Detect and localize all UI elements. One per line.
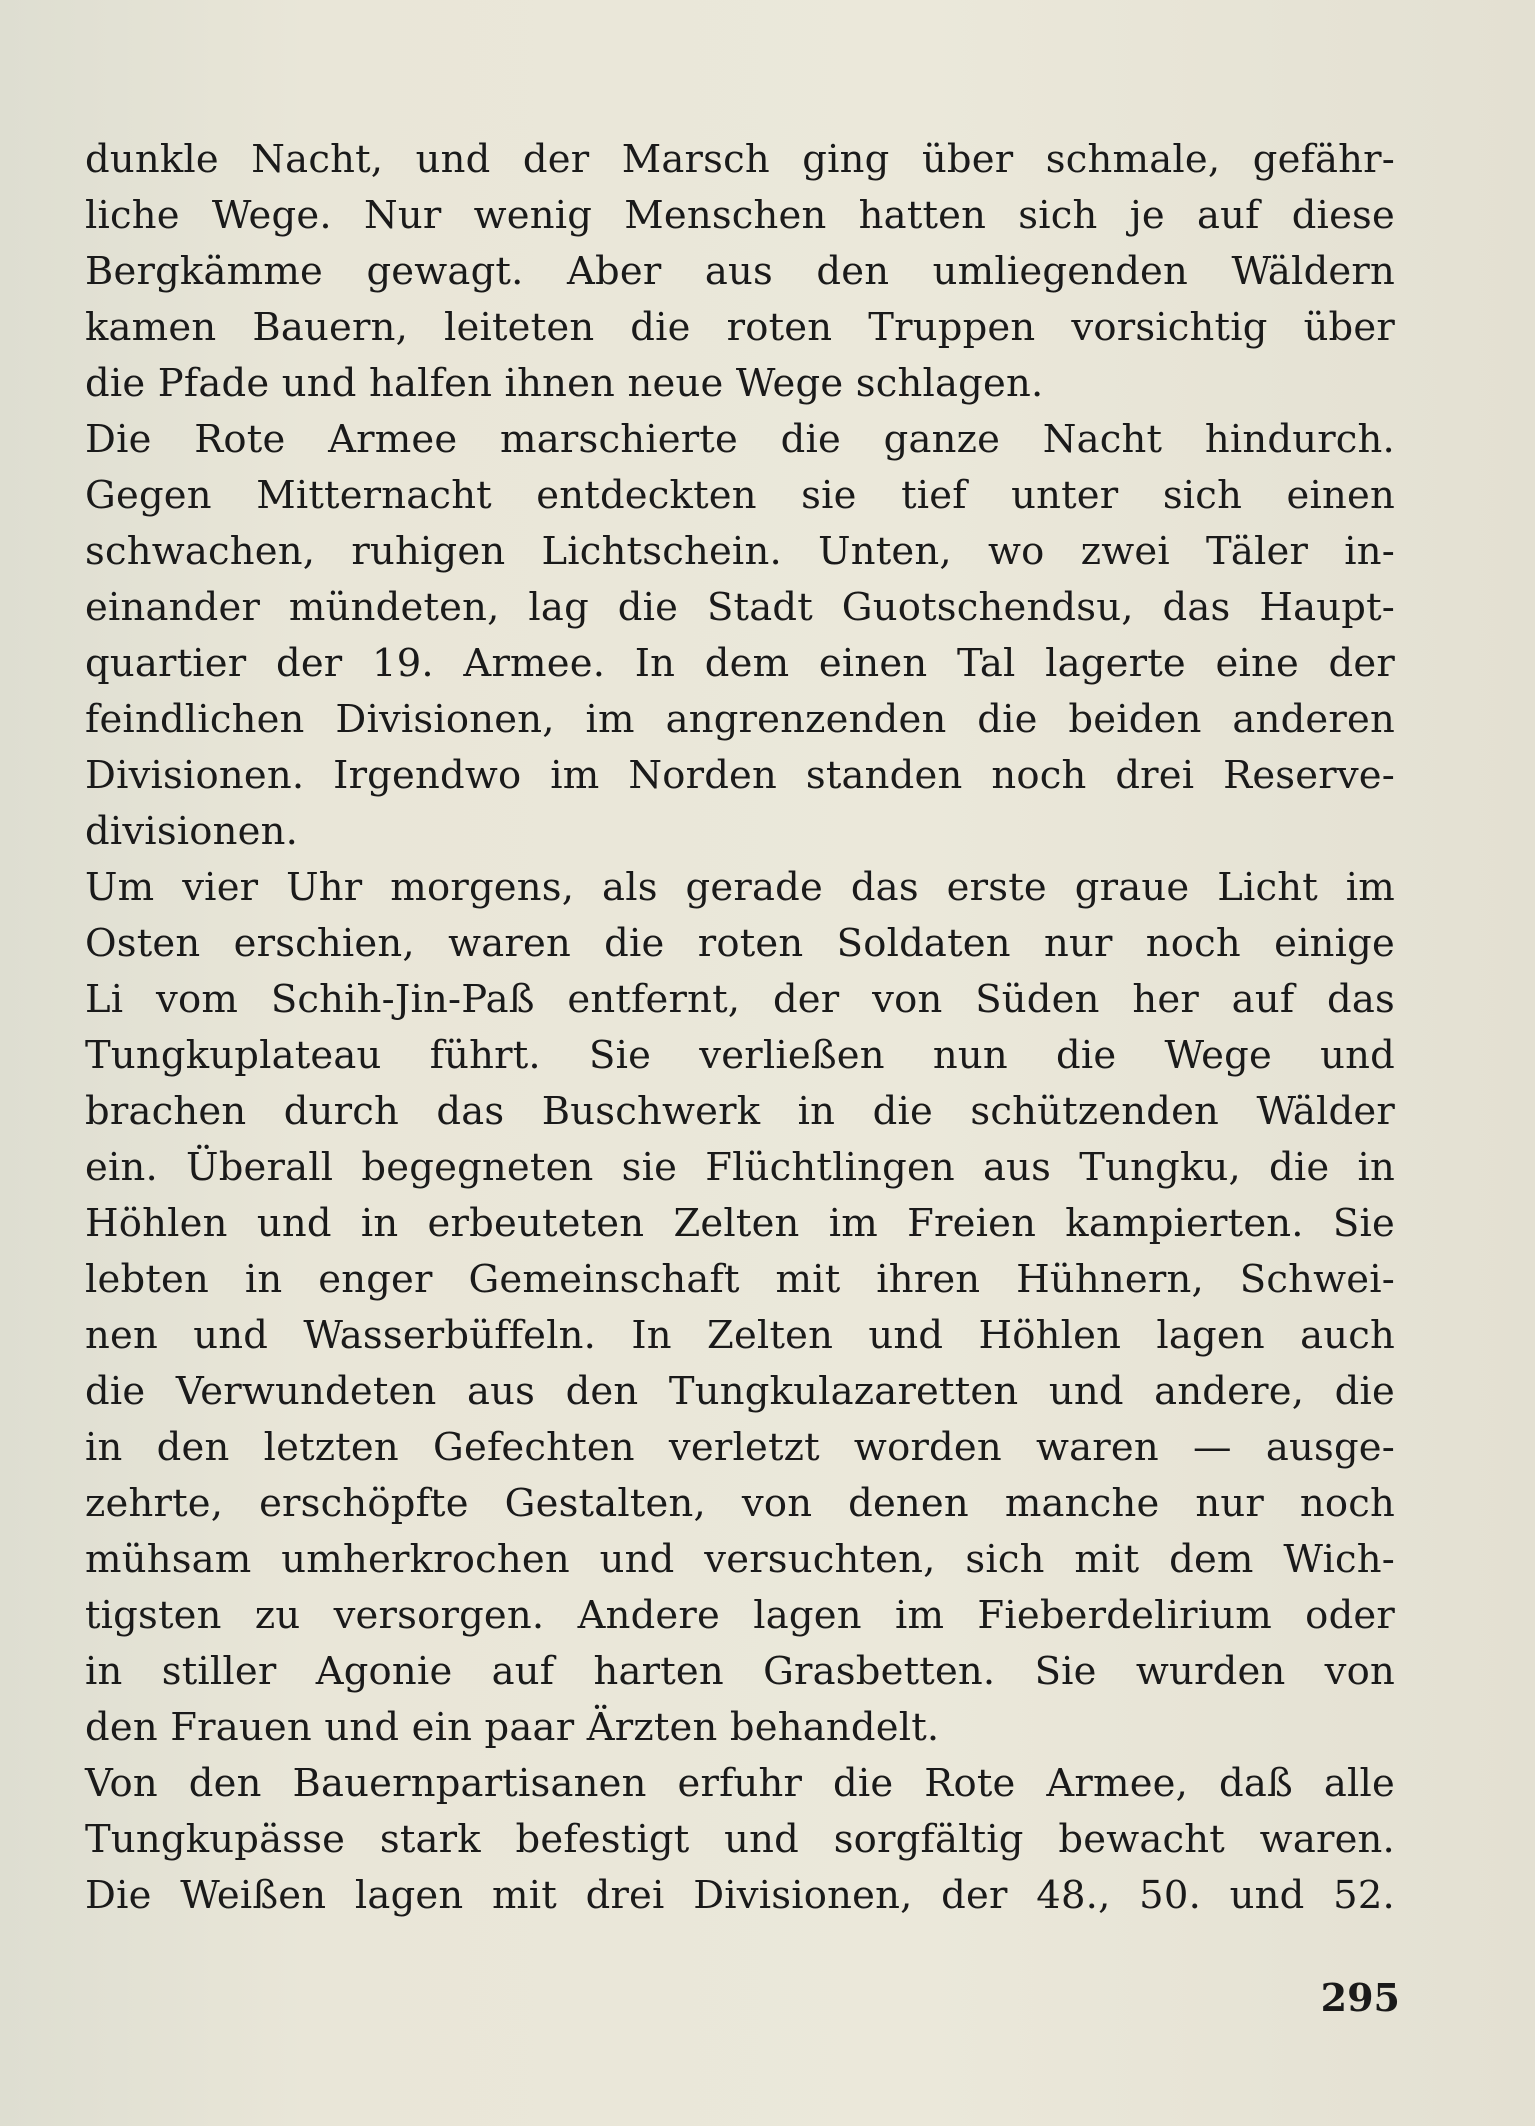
text-line: nen und Wasserbüffeln. In Zelten und Höhlen lagen auch bbox=[85, 1313, 1395, 1358]
text-line: Um vier Uhr morgens, als gerade das erste graue Licht im bbox=[85, 865, 1395, 910]
text-line: Die Weißen lagen mit drei Divisionen, der 48., 50. und 52. bbox=[85, 1873, 1395, 1918]
text-line: lebten in enger Gemeinschaft mit ihren Hühnern, Schwei- bbox=[85, 1257, 1395, 1302]
text-line: in stiller Agonie auf harten Grasbetten. Sie wurden von bbox=[85, 1649, 1395, 1694]
text-line: Höhlen und in erbeuteten Zelten im Freien kampierten. Sie bbox=[85, 1201, 1395, 1246]
text-line: Li vom Schih-Jin-Paß entfernt, der von Süden her auf das bbox=[85, 977, 1395, 1022]
paragraph bbox=[85, 860, 1395, 1756]
body-text bbox=[85, 132, 1395, 1924]
text-line: schwachen, ruhigen Lichtschein. Unten, wo zwei Täler in- bbox=[85, 529, 1395, 574]
text-line: einander mündeten, lag die Stadt Guotschendsu, das Haupt- bbox=[85, 585, 1395, 630]
text-line: feindlichen Divisionen, im angrenzenden die beiden anderen bbox=[85, 697, 1395, 742]
text-line: die Verwundeten aus den Tungkulazaretten und andere, die bbox=[85, 1369, 1395, 1414]
text-line: die Pfade und halfen ihnen neue Wege schlagen. bbox=[85, 361, 1044, 406]
text-line: liche Wege. Nur wenig Menschen hatten sich je auf diese bbox=[85, 193, 1395, 238]
page-number: 295 bbox=[1320, 1975, 1400, 2020]
paragraph bbox=[85, 412, 1395, 860]
text-line: Gegen Mitternacht entdeckten sie tief unter sich einen bbox=[85, 473, 1395, 518]
text-line: Die Rote Armee marschierte die ganze Nacht hindurch. bbox=[85, 417, 1395, 462]
text-line: Tungkupässe stark befestigt und sorgfältig bewacht waren. bbox=[85, 1817, 1395, 1862]
text-line: Divisionen. Irgendwo im Norden standen noch drei Reserve- bbox=[85, 753, 1395, 798]
text-line: in den letzten Gefechten verletzt worden waren — ausge- bbox=[85, 1425, 1395, 1470]
text-line: divisionen. bbox=[85, 809, 299, 854]
text-line: dunkle Nacht, und der Marsch ging über schmale, gefähr- bbox=[85, 137, 1395, 182]
text-line: kamen Bauern, leiteten die roten Truppen vorsichtig über bbox=[85, 305, 1395, 350]
text-line: tigsten zu versorgen. Andere lagen im Fieberdelirium oder bbox=[85, 1593, 1395, 1638]
text-line: Von den Bauernpartisanen erfuhr die Rote Armee, daß alle bbox=[85, 1761, 1395, 1806]
text-line: brachen durch das Buschwerk in die schützenden Wälder bbox=[85, 1089, 1395, 1134]
text-line: Osten erschien, waren die roten Soldaten nur noch einige bbox=[85, 921, 1395, 966]
text-line: den Frauen und ein paar Ärzten behandelt. bbox=[85, 1705, 940, 1750]
text-line: quartier der 19. Armee. In dem einen Tal lagerte eine der bbox=[85, 641, 1395, 686]
paragraph bbox=[85, 132, 1395, 412]
paragraph bbox=[85, 1756, 1395, 1924]
text-line: zehrte, erschöpfte Gestalten, von denen manche nur noch bbox=[85, 1481, 1395, 1526]
text-line: ein. Überall begegneten sie Flüchtlingen aus Tungku, die in bbox=[85, 1145, 1395, 1190]
text-line: Tungkuplateau führt. Sie verließen nun die Wege und bbox=[85, 1033, 1395, 1078]
text-line: Bergkämme gewagt. Aber aus den umliegenden Wäldern bbox=[85, 249, 1395, 294]
text-line: mühsam umherkrochen und versuchten, sich mit dem Wich- bbox=[85, 1537, 1395, 1582]
